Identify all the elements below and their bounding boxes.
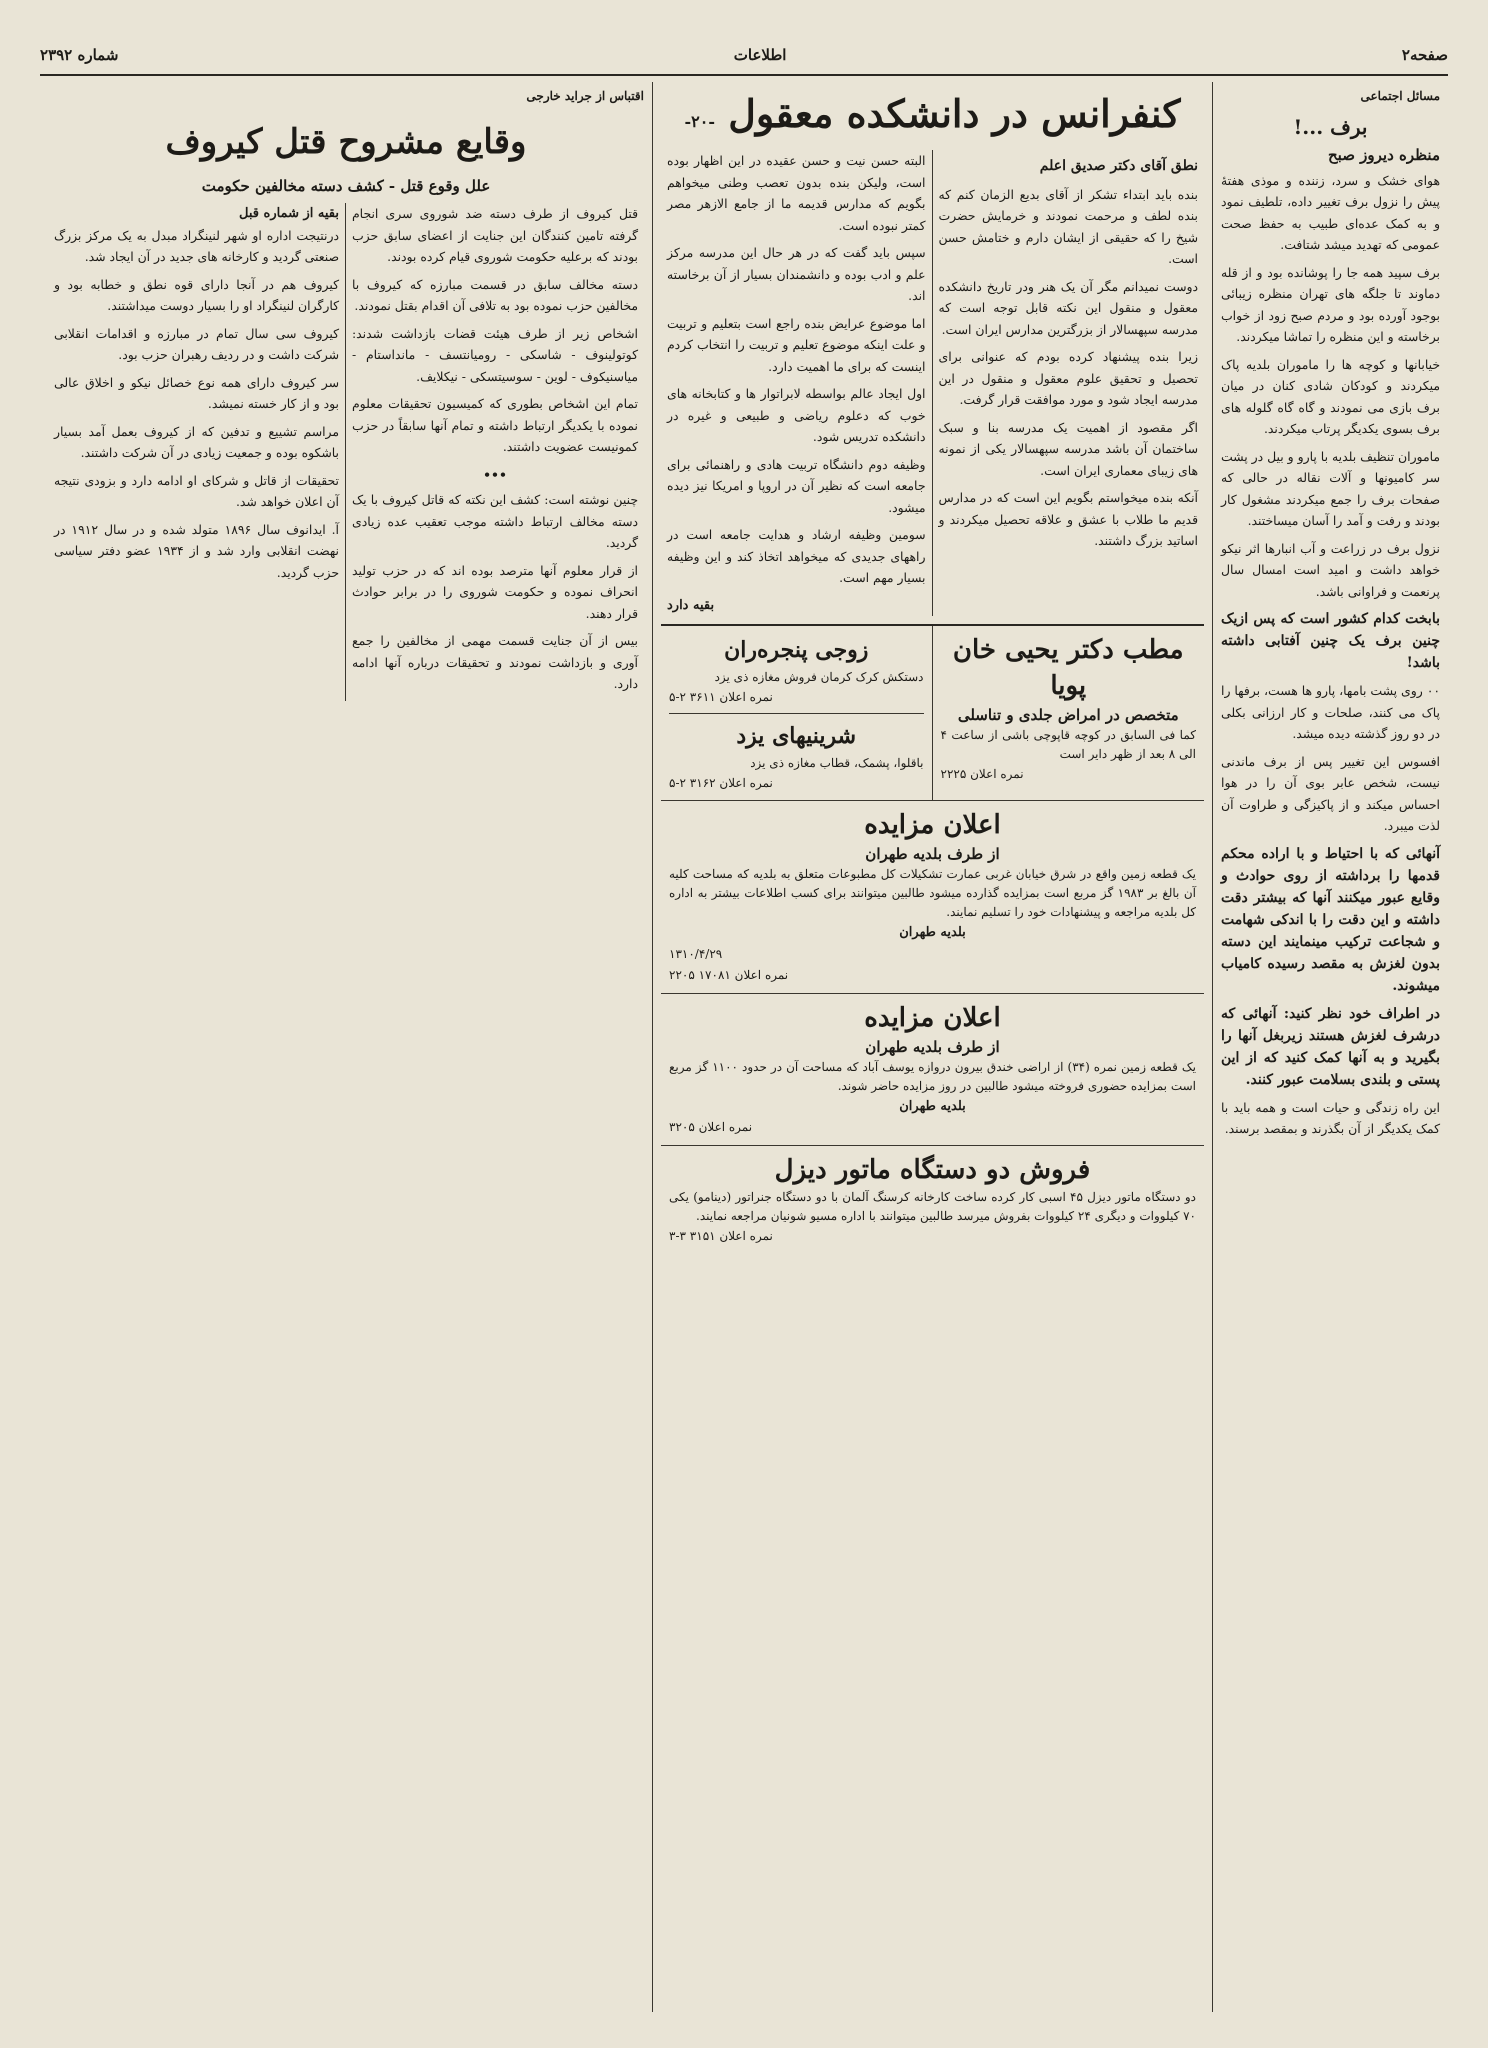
ad-signature: بلدیه طهران <box>899 1098 966 1114</box>
paragraph: آنکه بنده میخواستم بگویم این است که در مدارس قدیم ما طلاب با عشق و علاقه تحصیل میکردند و اساتید بزرگ داشتند. <box>938 490 1198 548</box>
ads-block <box>661 624 1204 1253</box>
ad-stack <box>661 626 933 801</box>
article-title: وقایع مشروح قتل کیروف <box>165 121 527 162</box>
paragraph: اما موضوع عرایض بنده راجع است بتعلیم و تربیت و علت اینکه موضوع تعلیم و تربیت را انتخاب کردم اینست که برای ما اهمیت دارد. <box>667 315 926 374</box>
article-subtitle: علل وقوع قتل - کشف دسته مخالفین حکومت <box>201 176 491 195</box>
ad-number: نمره اعلان ۳۶۱۱ ۲-۵ <box>669 690 773 704</box>
paragraph: اگر مقصود از اهمیت یک مدرسه بنا و سبک ساختمان آن باشد مدرسه سپهسالار یکی از نمونه های زیبای معماری ایران است. <box>938 419 1198 478</box>
ad-text: یک قطعه زمین نمره (۳۴) از اراضی خندق بیرون دروازه یوسف آباد که مساحت آن در حدود ۱۱۰۰ گز مربع است بمزایده حضوری فروخته میشود طالبین در روز مزایده حاضر شوند. <box>669 1059 1196 1093</box>
ad-text: دستکش کرک کرمان فروش مغازه ذی یزد <box>714 670 924 684</box>
divider <box>669 713 924 714</box>
bold-paragraph: آنهائی که با احتیاط و با اراده محکم قدمها را برداشته از روی حوادث و وقایع عبور میکنند آنها که بیشتر دقت داشته و این دقت را با اندکی شهامت و شجاعت ترکیب مینمایند این دسته بدون لغزش به مقصد رسیده کامیاب میشوند. <box>1221 845 1440 994</box>
paragraph: کیروف سی سال تمام در مبارزه و اقدامات انقلابی شرکت داشت و در ردیف رهبران حزب بود. <box>54 325 339 362</box>
paragraph: نزول برف در زراعت و آب انبارها اثر نیکو خواهد داشت و امید است امسال سال پرنعمت و فراوانی باشد. <box>1221 540 1440 599</box>
sub-column-right <box>933 150 1205 616</box>
section-label: اقتباس از جراید خارجی <box>526 89 644 103</box>
paragraph: بنده باید ابتداء تشکر از آقای بدیع الزمان کنم که بنده لطف و مرحمت نمودند و خرمایش حضرت شیخ را که حقیقی از ایشان دارم و ختامش حسن است. <box>938 186 1198 266</box>
ad-number: نمره اعلان ۳۱۵۱ ۳-۳ <box>669 1228 773 1243</box>
paragraph: دوست نمیدانم مگر آن یک هنر ودر تاریخ دانشکده معقول و منقول این نکته قابل توجه است که مدرسه سپهسالار از بزرگترین مدارس ایران است. <box>938 278 1198 337</box>
paragraph: دسته مخالف سابق در قسمت مبارزه که کیروف با مخالفین حزب نموده بود به تلافی آن اقدام بقتل نمودند. <box>352 276 638 313</box>
sub-column-left <box>661 150 933 616</box>
ad-text: باقلوا، پشمک، قطاب مغازه ذی یزد <box>750 755 924 770</box>
two-column-text <box>661 150 1204 616</box>
paragraph: زیرا بنده پیشنهاد کرده بودم که عنوانی برای تحصیل و تحقیق علوم معقول و منقول در این مدرسه ایجاد شود و مورد موافقت قرار گرفت. <box>938 349 1198 407</box>
issue-number: شماره ۲۳۹۲ <box>40 46 119 64</box>
ad-title: فروش دو دستگاه ماتور دیزل <box>774 1154 1091 1185</box>
paragraph: سر کیروف دارای همه نوع خصائل نیکو و اخلاق عالی بود و از کار خسته نمیشد. <box>54 374 339 411</box>
speaker-heading: نطق آقای دکتر صدیق اعلم <box>1039 158 1198 174</box>
ad-text: کما فی السابق در کوچه قاپوچی باشی از ساعت ۴ الی ۸ بعد از ظهر دایر است <box>940 728 1196 761</box>
article-title: برف ...! <box>1293 114 1368 139</box>
separator-dots: ••• <box>483 466 507 482</box>
paragraph: درنتیجت اداره او شهر لنینگراد مبدل به یک مرکز بزرگ صنعتی گردید و کارخانه های جدید در آن ایجاد شد. <box>54 227 339 264</box>
section-label: مسائل اجتماعی <box>1360 89 1440 103</box>
left-column <box>40 82 653 2012</box>
paragraph: سپس باید گفت که در هر حال این مدرسه مرکز علم و ادب بوده و دانشمندان بسیار از آن برخاسته اند. <box>667 245 926 303</box>
sub-column-right <box>346 203 644 701</box>
title-text: کنفرانس در دانشکده معقول <box>728 91 1181 136</box>
ad-subtitle: متخصص در امراض جلدی و تناسلی <box>957 706 1179 724</box>
masthead-rule <box>40 74 1448 76</box>
ad-subtitle: از طرف بلدیه طهران <box>865 1037 1000 1056</box>
paragraph: افسوس این تغییر پس از برف ماندنی نیست، شخص عابر بوی آن را در هوا احساس میکند و از پاکیزگی و طراوت آن لذت میبرد. <box>1221 753 1440 833</box>
ad-signature: بلدیه طهران <box>899 925 966 940</box>
newspaper-name: اطلاعات <box>733 46 787 64</box>
article-subtitle: منظره دیروز صبح <box>1327 145 1440 164</box>
paragraph: تمام این اشخاص بطوری که کمیسیون تحقیقات معلوم نموده با یکدیگر ارتباط داشته و تمام آنها سابقاً در حزب کمونیست عضویت داشتند. <box>352 396 638 454</box>
bold-paragraph: در اطراف خود نظر کنید: آنهائی که درشرف لغزش هستند زیربغل آنها را بگیرید و به آنها کمک کنید که از این پستی و بلندی بسلامت عبور کنند. <box>1221 1005 1440 1088</box>
ad-title: اعلان مزایده <box>864 810 1001 840</box>
right-column <box>1213 82 1448 2012</box>
ad-number: نمره اعلان ۱۷۰۸۱ ۲۲۰۵ <box>669 968 789 982</box>
part-number: -۲۰- <box>684 112 715 131</box>
paragraph: خیابانها و کوچه ها را ماموران بلدیه پاک میکردند و کودکان شادی کنان در میان برف بازی می نمودند و گاه گاه گلوله های برف بسوی یکدیگر پرتاب میکردند. <box>1221 356 1440 436</box>
paragraph: قتل کیروف از طرف دسته ضد شوروی سری انجام گرفته تامین کنندگان این جنایت از اعضای سابق حزب بودند که برعلیه حکومت شوروی قیام کرده بودند. <box>352 206 638 264</box>
paragraph: ماموران تنظیف بلدیه با پارو و بیل در پشت سر کامیونها و آلات نقاله در حالی که صفحات برف را جمع میکردند مشغول کار بودند و رفت و آمد را آسان میساختند. <box>1221 448 1440 528</box>
paragraph: هوای خشک و سرد، زننده و موذی هفتهٔ پیش را نزول برف تغییر داده، تلطیف نمود و به کمک عده‌ای طبیب به حفظ صحت عمومی که تهدید میشد شتافت. <box>1221 172 1440 252</box>
paragraph: مراسم تشییع و تدفین که از کیروف بعمل آمد بسیار باشکوه بوده و جمعیت زیادی در آن شرکت داشتند. <box>54 423 339 460</box>
paragraph: این راه زندگی و حیات است و همه باید با کمک یکدیگر از آن بگذرند و بمقصد برسند. <box>1221 1099 1440 1136</box>
two-column-text <box>48 203 644 701</box>
paragraph: چنین نوشته است: کشف این نکته که قاتل کیروف با یک دسته مخالف ارتباط داشته موجب تعقیب عده زیادی گردید. <box>352 492 638 550</box>
ad-engine-sale <box>661 1146 1204 1254</box>
paragraph: برف سپید همه جا را پوشانده بود و از قله دماوند تا جلگه های تهران منظره زیبائی بوجود آورده بود و مردم صبح زود از خواب برخاسته و این منظره را تماشا میکردند. <box>1221 264 1440 344</box>
middle-column <box>653 82 1213 2012</box>
bold-heading: بابخت کدام کشور است که پس ازیک چنین برف یک چنین آفتابی داشته باشد! <box>1221 611 1440 671</box>
ad-date: ۱۳۱۰/۴/۲۹ <box>669 946 723 961</box>
paragraph: کیروف هم در آنجا دارای قوه نطق و خطابه بود و کارگران لنینگراد او را بسیار دوست میداشتند. <box>54 276 339 313</box>
ad-doctor <box>933 626 1205 801</box>
ad-title: زوجی پنجره‌ران <box>724 637 869 663</box>
ad-subtitle: از طرف بلدیه طهران <box>865 845 1000 863</box>
ad-title: اعلان مزایده <box>864 1002 1001 1033</box>
paragraph: ۰۰ روی پشت بامها، پارو ها هست، برفها را پاک می کنند، صلحات و کار ارزانی بکلی در دو روز گذشته دیده میشد. <box>1221 683 1440 741</box>
continued-note: بقیه دارد <box>667 597 715 613</box>
paragraph: اول ایجاد عالم بواسطه لابراتوار ها و کتابخانه های خوب که دعلوم ریاضی و طبیعی و غیره در دانشکده تدریس شود. <box>667 386 926 444</box>
ad-auction-1 <box>661 801 1204 994</box>
columns <box>40 82 1448 2012</box>
ad-title: مطب دکتر یحیی خان پویا <box>952 635 1184 701</box>
paragraph: اشخاص زیر از طرف هیئت قضات بازداشت شدند: کوتولینوف - شاسکی - رومیانتسف - مانداستام - میاسنیکوف - لوین - سوسیتسکی - نیکلایف. <box>352 325 638 384</box>
continued-label: بقیه از شماره قبل <box>239 206 339 221</box>
ad-text: دو دستگاه ماتور دیزل ۴۵ اسبی کار کرده ساخت کارخانه کرسنگ آلمان با دو دستگاه جنراتور (دینامو) یکی ۷۰ کیلووات و دیگری ۲۴ کیلووات بفروش میرسد طالبین میتوانند با اداره مسیو شونیان مراجعه نمایند. <box>669 1189 1196 1223</box>
paragraph: تحقیقات از قاتل و شرکای او ادامه دارد و بزودی نتیجه آن اعلان خواهد شد. <box>54 472 339 509</box>
ad-number: نمره اعلان ۲۲۲۵ <box>940 767 1024 781</box>
paragraph: سومین وظیفه ارشاد و هدایت جامعه است در راههای جدیدی که میخواهد اتخاذ کند و این وظیفه بسیار مهم است. <box>667 527 926 585</box>
paragraph: از قرار معلوم آنها مترصد بوده اند که در حزب تولید انحراف نموده و حکومت شوروی را در برابر حوادث قرار دهند. <box>352 562 638 621</box>
page-label: صفحه۲ <box>1401 46 1448 64</box>
ad-auction-2 <box>661 994 1204 1146</box>
masthead <box>40 40 1448 70</box>
ad-number: نمره اعلان ۳۲۰۵ <box>669 1120 753 1134</box>
paragraph: البته حسن نیت و حسن عقیده در این اظهار بوده است، ولیکن بنده بدون تعصب وطنی میخواهم بگویم که مدارس قدیمه ما از جامع الازهر مصر کمتر نبوده است. <box>667 153 926 233</box>
ad-number: نمره اعلان ۳۱۶۲ ۲-۵ <box>669 775 773 790</box>
ad-text: یک قطعه زمین واقع در شرق خیابان غربی عمارت تشکیلات کل مطبوعات متعلق به بلدیه که مساحت کلیه آن بالغ بر ۱۹۸۳ گز مربع است بمزایده گذارده میشود طالبین میتوانند برای کسب اطلاعات بیشتر به اداره کل بلدیه مراجعه و پیشنهادات خود را تسلیم نمایند. <box>669 867 1197 919</box>
sub-column-left <box>48 203 346 701</box>
paragraph: وظیفه دوم دانشگاه تربیت هادی و راهنمائی برای جامعه است که نظیر آن در اروپا و امریکا نیز دیده میشود. <box>667 456 926 515</box>
ad-title: شرینیهای یزد <box>736 722 857 749</box>
paragraph: بیس از آن جنایت قسمت مهمی از مخالفین را جمع آوری و بازداشت نمودند و تحقیقات درباره آنها ادامه دارد. <box>352 633 638 691</box>
article-title <box>661 86 1204 150</box>
small-ads-row <box>661 626 1204 801</box>
paragraph: آ. ایدانوف سال ۱۸۹۶ متولد شده و در سال ۱۹۱۲ در نهضت انقلابی وارد شد و از ۱۹۳۴ عضو دفتر سیاسی حزب گردید. <box>54 521 339 580</box>
